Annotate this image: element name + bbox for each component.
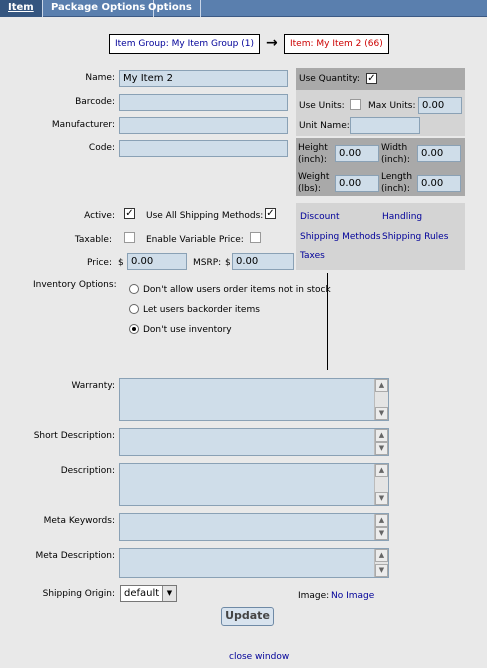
meta-description-textarea[interactable] xyxy=(119,548,389,578)
scrollbar[interactable] xyxy=(374,514,388,540)
shipping-origin-label: Shipping Origin: xyxy=(42,589,115,599)
scrollbar[interactable] xyxy=(374,464,388,505)
max-units-label: Max Units: xyxy=(368,101,416,111)
msrp-label: MSRP: xyxy=(193,258,222,268)
use-units-label: Use Units: xyxy=(299,101,345,111)
unit-name-input[interactable] xyxy=(350,117,420,134)
scroll-up-icon[interactable]: ▲ xyxy=(375,379,388,392)
meta-keywords-label: Meta Keywords: xyxy=(43,516,115,526)
use-units-checkbox[interactable] xyxy=(350,99,361,110)
warranty-label: Warranty: xyxy=(71,381,115,391)
msrp-currency: $ xyxy=(225,258,231,268)
update-button[interactable]: Update xyxy=(221,607,274,626)
scroll-up-icon[interactable]: ▲ xyxy=(375,549,388,562)
weight-input[interactable]: 0.00 xyxy=(335,175,379,192)
shipping-origin-select[interactable] xyxy=(120,585,177,602)
close-window-link[interactable]: close window xyxy=(229,652,290,662)
inventory-option-label: Don't use inventory xyxy=(143,325,232,335)
use-quantity-label: Use Quantity: xyxy=(299,74,360,84)
msrp-input[interactable]: 0.00 xyxy=(232,253,294,270)
arrow-right-icon: → xyxy=(266,35,278,51)
scroll-down-icon[interactable]: ▼ xyxy=(375,407,388,420)
name-input[interactable]: My Item 2 xyxy=(119,70,288,87)
active-label: Active: xyxy=(84,211,115,221)
warranty-textarea[interactable] xyxy=(119,378,389,421)
manufacturer-input[interactable] xyxy=(119,117,288,134)
shipping-origin-value: default xyxy=(124,588,160,599)
shipping-methods-link[interactable]: Shipping Methods xyxy=(300,232,381,242)
name-label: Name: xyxy=(85,73,115,83)
description-textarea[interactable] xyxy=(119,463,389,506)
variable-price-label: Enable Variable Price: xyxy=(146,235,244,245)
scroll-down-icon[interactable]: ▼ xyxy=(375,442,388,455)
description-label: Description: xyxy=(60,466,115,476)
variable-price-checkbox[interactable] xyxy=(250,232,261,243)
inventory-radio-no-backorder[interactable] xyxy=(129,284,139,294)
all-shipping-label: Use All Shipping Methods: xyxy=(146,211,264,221)
chevron-down-icon[interactable]: ▼ xyxy=(162,586,176,601)
scroll-down-icon[interactable]: ▼ xyxy=(375,492,388,505)
shipping-rules-link[interactable]: Shipping Rules xyxy=(382,232,449,242)
height-input[interactable]: 0.00 xyxy=(335,145,379,162)
manufacturer-label: Manufacturer: xyxy=(51,120,115,130)
price-input[interactable]: 0.00 xyxy=(127,253,187,270)
meta-description-label: Meta Description: xyxy=(35,551,115,561)
scrollbar[interactable] xyxy=(374,549,388,577)
tab-item[interactable]: Item xyxy=(0,0,43,17)
inventory-radio-backorder[interactable] xyxy=(129,304,139,314)
scrollbar[interactable] xyxy=(374,379,388,420)
scroll-up-icon[interactable]: ▲ xyxy=(375,514,388,527)
no-image-link[interactable]: No Image xyxy=(331,591,375,601)
length-label: Length (inch): xyxy=(381,172,413,194)
code-label: Code: xyxy=(88,143,115,153)
current-item-label: Item: My Item 2 (66) xyxy=(284,34,389,54)
tab-package-options[interactable]: Package Options xyxy=(43,0,154,17)
inventory-label: Inventory Options: xyxy=(33,280,117,290)
scrollbar[interactable] xyxy=(374,429,388,455)
inventory-radio-no-inventory[interactable] xyxy=(129,324,139,334)
max-units-input[interactable]: 0.00 xyxy=(418,97,462,114)
active-checkbox[interactable]: ✓ xyxy=(125,208,134,219)
all-shipping-checkbox[interactable]: ✓ xyxy=(266,208,275,219)
image-label: Image: xyxy=(298,591,330,601)
length-input[interactable]: 0.00 xyxy=(417,175,461,192)
scroll-down-icon[interactable]: ▼ xyxy=(375,527,388,540)
height-label: Height (inch): xyxy=(298,143,328,165)
width-input[interactable]: 0.00 xyxy=(417,145,461,162)
scroll-down-icon[interactable]: ▼ xyxy=(375,564,388,577)
handling-link[interactable]: Handling xyxy=(382,212,423,222)
scroll-up-icon[interactable]: ▲ xyxy=(375,429,388,442)
tab-options[interactable]: Options xyxy=(140,0,201,17)
short-description-textarea[interactable] xyxy=(119,428,389,456)
use-quantity-checkbox[interactable]: ✓ xyxy=(367,73,376,84)
taxable-label: Taxable: xyxy=(74,235,112,245)
taxes-link[interactable]: Taxes xyxy=(300,251,325,261)
inventory-option-label: Don't allow users order items not in stock xyxy=(143,285,331,295)
width-label: Width (inch): xyxy=(381,143,410,165)
code-input[interactable] xyxy=(119,140,288,157)
scroll-up-icon[interactable]: ▲ xyxy=(375,464,388,477)
price-label: Price: xyxy=(87,258,112,268)
unit-name-label: Unit Name: xyxy=(299,121,350,131)
meta-keywords-textarea[interactable] xyxy=(119,513,389,541)
barcode-input[interactable] xyxy=(119,94,288,111)
discount-link[interactable]: Discount xyxy=(300,212,340,222)
price-currency: $ xyxy=(118,258,124,268)
item-group-link[interactable]: Item Group: My Item Group (1) xyxy=(109,34,260,54)
barcode-label: Barcode: xyxy=(75,97,115,107)
short-description-label: Short Description: xyxy=(33,431,115,441)
inventory-option-label: Let users backorder items xyxy=(143,305,260,315)
weight-label: Weight (lbs): xyxy=(298,172,330,194)
taxable-checkbox[interactable] xyxy=(124,232,135,243)
